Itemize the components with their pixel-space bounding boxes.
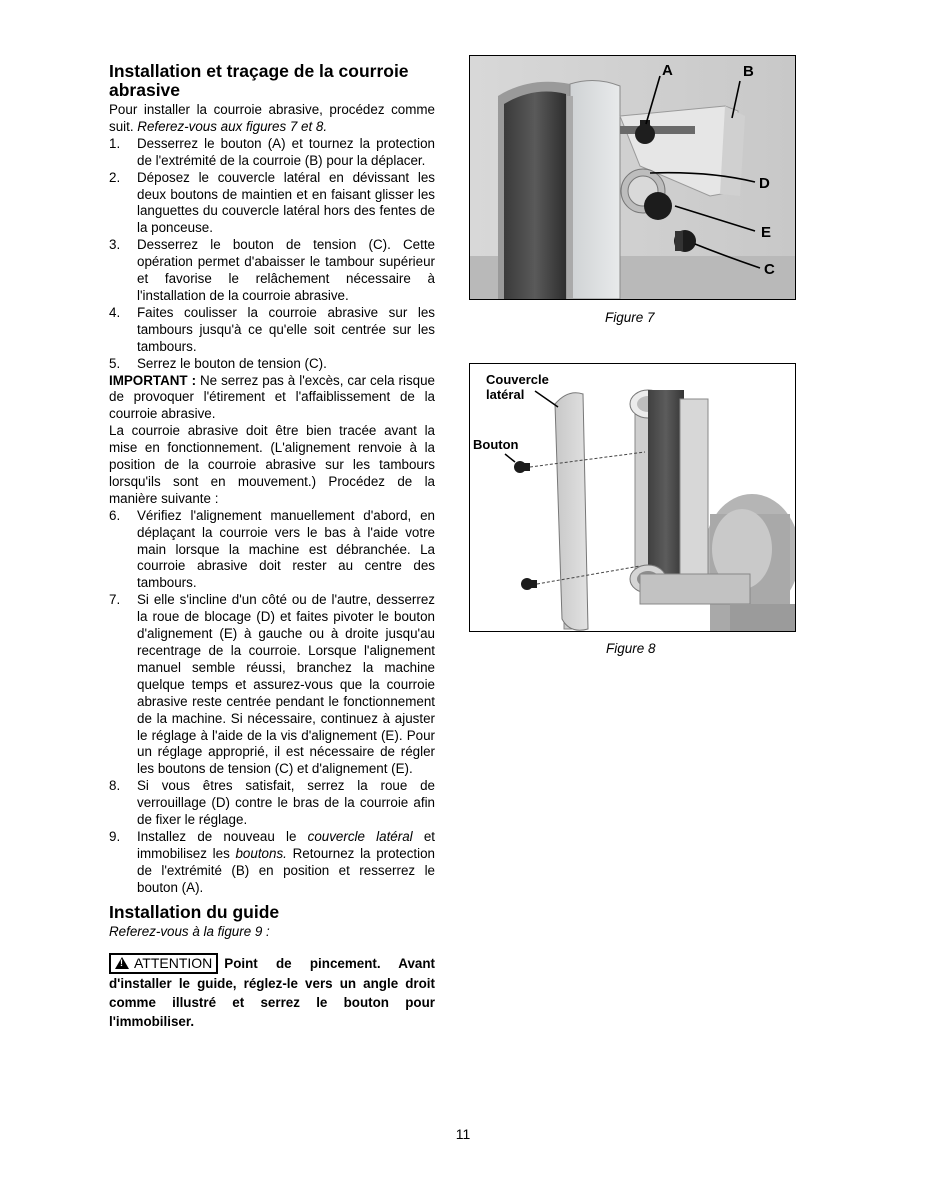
important-text: Ne serrez pas à l'excès, car cela risque de provoquer l'étirement et l'affaiblissement de la courroie abrasive. (109, 372, 435, 422)
step-text-emphasis: boutons. (235, 845, 287, 861)
figure-8-image (469, 363, 796, 632)
step-number: 1. (109, 135, 121, 151)
warning-text: Point de pincement. Avant d'installer le guide, réglez-le vers un angle droit comme illustré et serrez le bouton pour l'immobiliser. (109, 955, 435, 1029)
step-text-part: Retournez la protection de l'extrémité (B) en position et resserrez le bouton (A). (137, 845, 436, 895)
section-title-guide: Installation du guide (109, 901, 280, 922)
step-text: Serrez le bouton de tension (C). (137, 355, 327, 371)
step-8 (109, 778, 435, 829)
step-1 (109, 136, 435, 170)
label-e: E (761, 224, 772, 241)
step-number: 2. (109, 169, 121, 185)
step-9 (109, 829, 435, 897)
attention-badge (109, 953, 218, 974)
page-number: 11 (455, 1126, 471, 1142)
attention-warning (109, 953, 435, 1031)
step-text: Desserrez le bouton de tension (C). Cette opération permet d'abaisser le tambour supérieur et favorise le relâchement nécessaire à l'installation de la courroie abrasive. (137, 237, 435, 303)
step-text-part: Installez de nouveau le (137, 828, 308, 844)
step-text (137, 829, 435, 897)
figure-7-caption: Figure 7 (605, 310, 655, 325)
important-note (109, 373, 435, 424)
intro-paragraph (109, 102, 435, 136)
step-4 (109, 305, 435, 356)
step-number: 5. (109, 355, 121, 371)
figure-7-image (469, 55, 796, 300)
intro-text: Pour installer la courroie abrasive, procédez comme suit. (109, 102, 435, 134)
warning-triangle-icon (115, 957, 129, 969)
guide-reference-text: Referez-vous à la figure 9 : (109, 923, 270, 939)
step-text: Si elle s'incline d'un côté ou de l'autre, desserrez la roue de blocage (D) et faites pivoter le bouton d'alignement (E) à gauche ou à droite jusqu'au recentrage de la courroie. Lorsque l'alignement manuel semble réussi, branchez la machine quelque temps et assurez-vous que la courroie abrasive reste centrée pendant le fonctionnement de la machine. Si nécessaire, continuez à ajuster le réglage à l'aide de la vis d'alignement (E). Pour un réglage approprié, il est nécessaire de régler les boutons de tension (C) et d'alignement (E). (137, 592, 435, 777)
step-text: Déposez le couvercle latéral en dévissant les deux boutons de maintien et en faisant glisser les languettes du couvercle latéral hors des fentes de la ponceuse. (137, 169, 435, 236)
step-text: Desserrez le bouton (A) et tournez la protection de l'extrémité de la courroie (B) pour la déplacer. (137, 135, 435, 168)
knob-e-icon (644, 192, 672, 220)
intro-reference: Referez-vous aux figures 7 et 8. (137, 118, 328, 134)
label-knob: Bouton (473, 437, 519, 452)
steps-list-a (109, 136, 435, 373)
label-c: C (764, 261, 775, 278)
step-2 (109, 170, 435, 238)
label-cover-2: latéral (486, 387, 525, 402)
label-a: A (662, 62, 673, 79)
label-b: B (743, 63, 754, 80)
step-text: Vérifiez l'alignement manuellement d'abord, en déplaçant la courroie vers le bas à l'aide votre main lorsque la machine est débranchée. La courroie abrasive doit rester au centre des tambours. (137, 507, 435, 591)
figure-8-caption: Figure 8 (606, 641, 656, 656)
step-number: 4. (109, 304, 121, 320)
step-7 (109, 592, 435, 778)
attention-label: ATTENTION (134, 954, 213, 971)
step-number: 9. (109, 828, 121, 844)
figure-7-illustration (470, 56, 795, 299)
step-number: 7. (109, 592, 121, 608)
step-number: 8. (109, 778, 121, 794)
step-text: Si vous êtres satisfait, serrez la roue de verrouillage (D) contre le bras de la courroie afin de fixer le réglage. (137, 778, 435, 828)
step-6 (109, 508, 435, 593)
step-number: 3. (109, 237, 121, 253)
step-3 (109, 237, 435, 305)
step-text-emphasis: couvercle latéral (307, 828, 413, 844)
step-text: Faites coulisser la courroie abrasive sur les tambours jusqu'à ce qu'elle soit centrée sur les tambours. (137, 304, 435, 354)
guide-reference (109, 924, 435, 941)
figure-8-illustration (470, 364, 795, 631)
text-column (109, 62, 435, 1031)
step-text-part: et immobilisez les (137, 828, 435, 861)
step-5 (109, 356, 435, 373)
important-label: IMPORTANT : (109, 372, 197, 388)
section-title-belt: Installation et traçage de la courroie abrasive (109, 61, 409, 100)
label-d: D (759, 175, 770, 192)
steps-list-b (109, 508, 435, 897)
tracking-paragraph: La courroie abrasive doit être bien tracée avant la mise en fonctionnement. (L'alignement renvoie à la position de la courroie abrasive sur les tambours lorsqu'ils sont en mouvement.) Procédez de la manière suivante : (109, 423, 435, 506)
label-cover-1: Couvercle (486, 372, 549, 387)
step-number: 6. (109, 507, 121, 523)
